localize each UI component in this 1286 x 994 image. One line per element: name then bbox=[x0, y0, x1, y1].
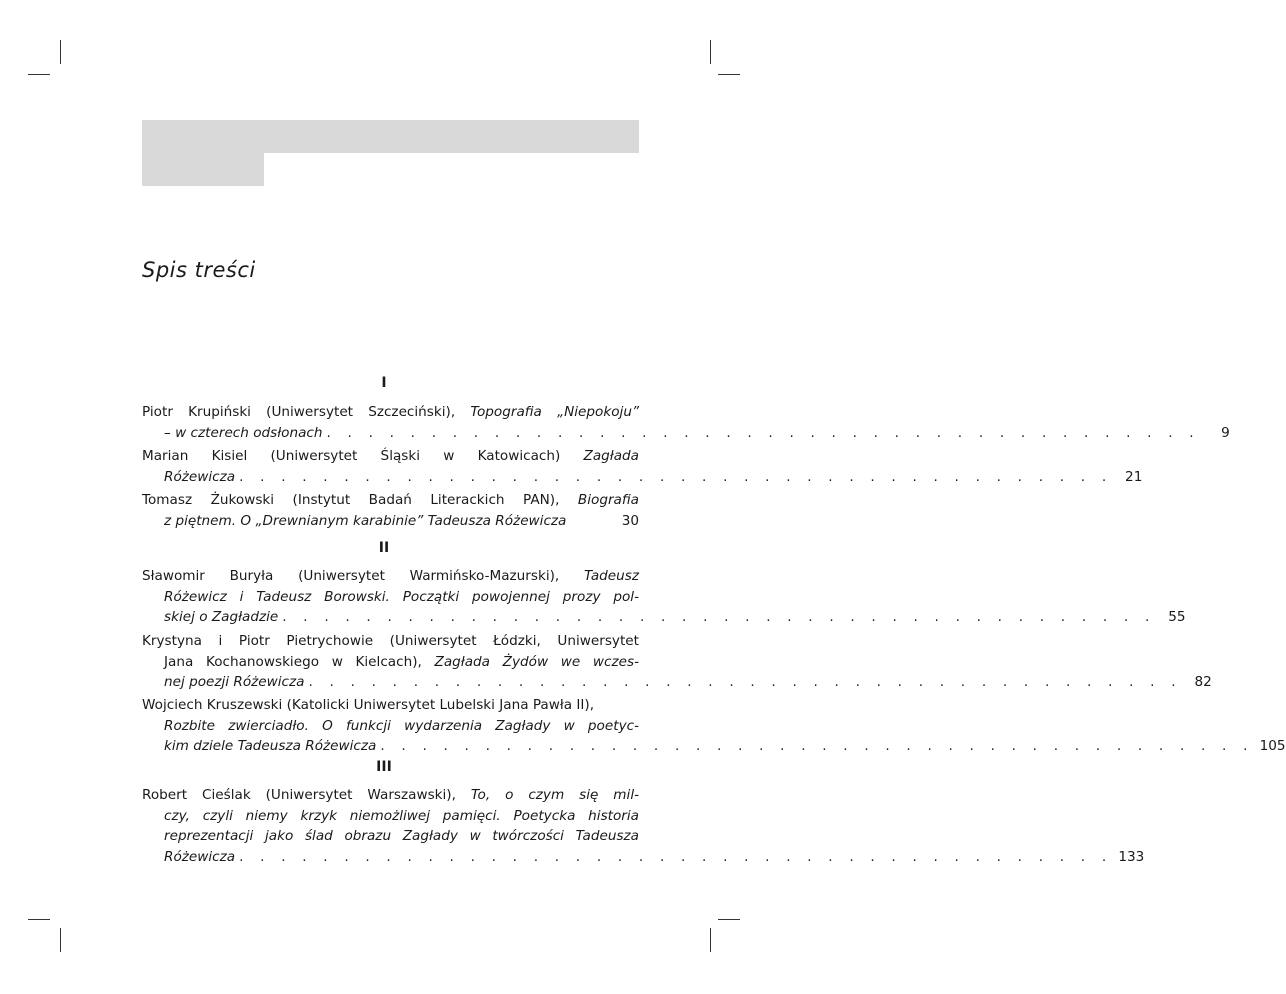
dot-leader: . . . . . . . . . . . . . . . . . . . . . . . . . . . . . . . . . . . . . . . . . . bbox=[308, 674, 1182, 690]
toc-entry: Wojciech Kruszewski (Katolicki Uniwersytet Lubelski Jana Pawła II), Rozbite zwierciadło. O funkcji wydarzenia Zagłady w poetyc- kim dziele Tadeusza Różewicza . . . . . . . . . . . . . . . . . . . . . . . . . . . . . . . . . . . . . . . . . . 105 bbox=[142, 695, 639, 757]
header-band-tab bbox=[142, 153, 264, 186]
crop-mark bbox=[60, 40, 61, 64]
toc-entry: Krystyna i Piotr Pietrychowie (Uniwersytet Łódzki, Uniwersytet Jana Kochanowskiego w Kielcach), Zagłada Żydów we wczes- nej poezji Różewicza . . . . . . . . . . . . . . . . . . . . . . . . . . . . . . . . . . . . . . . . . . 82 bbox=[142, 631, 639, 693]
toc-title: Spis treści bbox=[142, 258, 256, 282]
dot-leader: . . . . . . . . . . . . . . . . . . . . . . . . . . . . . . . . . . . . . . . . . . bbox=[239, 468, 1113, 485]
page-number: 9 bbox=[1221, 424, 1230, 441]
section-heading: III bbox=[376, 759, 392, 775]
page-number: 105 bbox=[1259, 738, 1286, 754]
dot-leader: . . . . . . . . . . . . . . . . . . . . . . . . . . . . . . . . . . . . . . . . . . bbox=[282, 609, 1156, 625]
toc-entry: Marian Kisiel (Uniwersytet Śląski w Katowicach) Zagłada Różewicza . . . . . . . . . . . . . . . . . . . . . . . . . . . . . . . . . . . . . . . . . . 21 bbox=[142, 446, 639, 487]
page-number: 21 bbox=[1125, 468, 1143, 485]
page-number: 55 bbox=[1168, 609, 1186, 625]
crop-mark bbox=[710, 40, 711, 64]
dot-leader: . . . . . . . . . . . . . . . . . . . . . . . . . . . . . . . . . . . . . . . . . . bbox=[380, 738, 1254, 754]
page-number: 30 bbox=[621, 512, 639, 529]
dot-leader: . . . . . . . . . . . . . . . . . . . . . . . . . . . . . . . . . . . . . . . . . . bbox=[326, 424, 1200, 441]
toc-entry: Tomasz Żukowski (Instytut Badań Literackich PAN), Biografia z piętnem. O „Drewnianym karabinie” Tadeusza Różewicza 30 bbox=[142, 490, 639, 531]
header-band bbox=[142, 120, 639, 153]
crop-mark bbox=[28, 919, 50, 920]
section-heading: II bbox=[378, 540, 390, 556]
page-number: 82 bbox=[1194, 674, 1212, 690]
toc-entry: Robert Cieślak (Uniwersytet Warszawski), To, o czym się mil- czy, czyli niemy krzyk niemożliwej pamięci. Poetycka historia reprezentacji jako ślad obrazu Zagłady w twórczości Tadeusza Różewicza . . . . . . . . . . . . . . . . . . . . . . . . . . . . . . . . . . . . . . . . . . 133 bbox=[142, 785, 639, 867]
crop-mark bbox=[718, 74, 740, 75]
dot-leader: . . . . . . . . . . . . . . . . . . . . . . . . . . . . . . . . . . . . . . . . . . bbox=[239, 848, 1113, 865]
crop-mark bbox=[710, 928, 711, 952]
toc-entry: Sławomir Buryła (Uniwersytet Warmińsko-Mazurski), Tadeusz Różewicz i Tadeusz Borowski. Początki powojennej prozy pol- skiej o Zagładzie . . . . . . . . . . . . . . . . . . . . . . . . . . . . . . . . . . . . . . . . . . 55 bbox=[142, 566, 639, 628]
crop-mark bbox=[28, 74, 50, 75]
section-heading: I bbox=[381, 375, 387, 391]
toc-entry: Piotr Krupiński (Uniwersytet Szczeciński), Topografia „Niepokoju” – w czterech odsłonach . . . . . . . . . . . . . . . . . . . . . . . . . . . . . . . . . . . . . . . . . . 9 bbox=[142, 402, 639, 443]
crop-mark bbox=[718, 919, 740, 920]
crop-mark bbox=[60, 928, 61, 952]
page-number: 133 bbox=[1118, 848, 1145, 865]
